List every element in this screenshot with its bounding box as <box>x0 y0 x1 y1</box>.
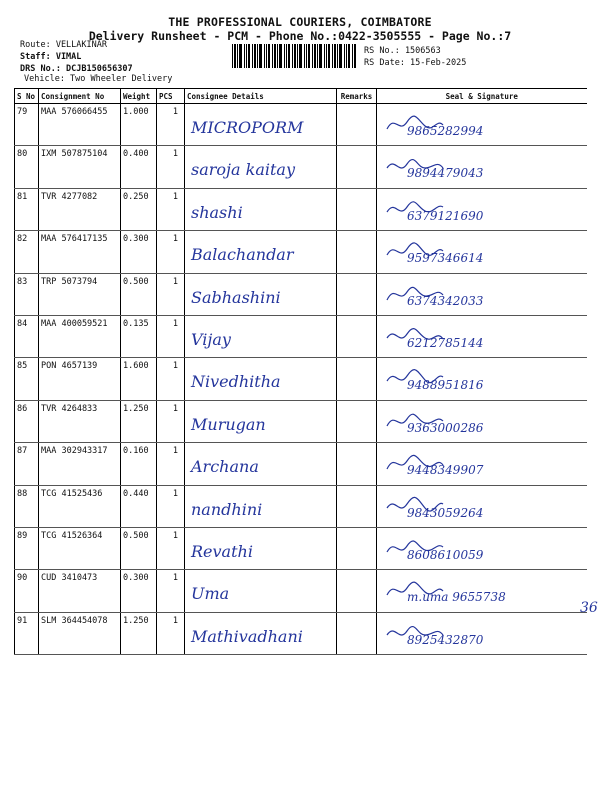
col-weight: Weight <box>121 89 157 104</box>
consignee-handwritten-name: nandhini <box>191 499 263 519</box>
runsheet-subtitle: Delivery Runsheet - PCM - Phone No.:0422-3505555 - Page No.:7 <box>88 29 512 43</box>
table-row <box>15 443 587 485</box>
consignment-number: TCG 41526364 <box>41 530 103 541</box>
receiver-phone-handwritten: 8608610059 <box>407 547 484 562</box>
vehicle-label: Vehicle: Two Wheeler Delivery <box>24 74 173 84</box>
weight-value: 1.600 <box>123 361 149 372</box>
consignee-handwritten-name: shashi <box>191 202 243 222</box>
serial-number: 83 <box>17 276 28 287</box>
consignment-number: MAA 400059521 <box>41 318 108 329</box>
pcs-value: 1 <box>172 107 178 117</box>
serial-number: 91 <box>17 615 28 626</box>
weight-value: 0.250 <box>123 191 149 202</box>
serial-number: 86 <box>17 403 28 414</box>
remarks-cell <box>337 527 377 569</box>
rs-date: RS Date: 15-Feb-2025 <box>364 58 467 68</box>
company-title: THE PROFESSIONAL COURIERS, COIMBATORE <box>168 15 432 29</box>
receiver-phone-handwritten: 9488951816 <box>407 378 484 393</box>
pcs-value: 1 <box>172 530 178 541</box>
drs-number: DRS No.: DCJB150656307 <box>20 64 133 74</box>
col-sno: S No <box>15 89 39 104</box>
pcs-value: 1 <box>172 446 178 457</box>
receiver-phone-handwritten: 9363000286 <box>407 420 484 435</box>
table-row <box>15 400 587 442</box>
consignment-number: TVR 4264833 <box>41 403 98 414</box>
runsheet-table <box>14 88 587 655</box>
consignment-number: CUD 3410473 <box>41 573 98 584</box>
pcs-value: 1 <box>172 361 178 372</box>
receiver-phone-handwritten: m.uma 9655738 <box>407 590 506 605</box>
pcs-value: 1 <box>172 615 178 626</box>
consignment-number: TCG 41525436 <box>41 488 103 499</box>
receiver-phone-handwritten: 9865282994 <box>407 124 484 138</box>
consignment-number: TRP 5073794 <box>41 276 98 287</box>
serial-number: 87 <box>17 446 28 457</box>
receiver-phone-handwritten: 9448349907 <box>407 463 484 478</box>
consignee-handwritten-name: Balachandar <box>191 245 294 265</box>
rs-number: RS No.: 1506563 <box>364 46 441 56</box>
pcs-value: 1 <box>172 276 178 287</box>
table-row <box>15 104 587 146</box>
remarks-cell <box>337 358 377 400</box>
consignment-number: PON 4657139 <box>41 361 98 372</box>
weight-value: 0.400 <box>123 149 149 160</box>
serial-number: 89 <box>17 530 28 541</box>
receiver-phone-handwritten: 6374342033 <box>407 293 484 308</box>
serial-number: 84 <box>17 318 28 329</box>
table-row <box>15 315 587 357</box>
weight-value: 1.000 <box>123 107 149 117</box>
receiver-phone-handwritten: 8925432870 <box>407 632 484 647</box>
table-row <box>15 188 587 230</box>
remarks-cell <box>337 231 377 273</box>
pcs-value: 1 <box>172 403 178 414</box>
weight-value: 1.250 <box>123 403 149 414</box>
col-consignment: Consignment No <box>39 89 121 104</box>
serial-number: 79 <box>17 107 28 117</box>
remarks-cell <box>337 104 377 146</box>
remarks-cell <box>337 570 377 612</box>
table-row <box>15 231 587 273</box>
table-row <box>15 273 587 315</box>
consignee-handwritten-name: Revathi <box>191 541 253 561</box>
consignment-number: MAA 302943317 <box>41 446 108 457</box>
consignee-handwritten-name: Nivedhitha <box>191 372 281 392</box>
remarks-cell <box>337 315 377 357</box>
barcode-icon <box>232 44 356 68</box>
receiver-phone-handwritten: 9894479043 <box>407 166 484 181</box>
remarks-cell <box>337 146 377 188</box>
pcs-value: 1 <box>172 191 178 202</box>
weight-value: 0.300 <box>123 234 149 245</box>
consignee-handwritten-name: Vijay <box>191 329 231 349</box>
weight-value: 0.160 <box>123 446 149 457</box>
remarks-cell <box>337 485 377 527</box>
consignee-handwritten-name: MICROPORM <box>191 118 304 137</box>
consignee-handwritten-name: Archana <box>191 457 259 477</box>
serial-number: 85 <box>17 361 28 372</box>
receiver-phone-handwritten: 9597346614 <box>407 251 484 266</box>
route-label: Route: VELLAKINAR <box>20 40 107 50</box>
remarks-cell <box>337 443 377 485</box>
col-consignee: Consignee Details <box>185 89 337 104</box>
remarks-cell <box>337 188 377 230</box>
page-mark: 36 <box>580 600 598 616</box>
serial-number: 81 <box>17 191 28 202</box>
consignment-number: MAA 576417135 <box>41 234 108 245</box>
consignee-handwritten-name: Mathivadhani <box>191 626 303 646</box>
consignee-handwritten-name: Murugan <box>191 414 266 434</box>
receiver-phone-handwritten: 9843059264 <box>407 505 484 520</box>
serial-number: 82 <box>17 234 28 245</box>
serial-number: 90 <box>17 573 28 584</box>
weight-value: 0.500 <box>123 276 149 287</box>
pcs-value: 1 <box>172 318 178 329</box>
table-row <box>15 358 587 400</box>
receiver-phone-handwritten: 6212785144 <box>407 335 484 350</box>
table-header-row <box>15 89 587 104</box>
weight-value: 1.250 <box>123 615 149 626</box>
consignee-handwritten-name: Uma <box>191 584 230 604</box>
col-seal: Seal & Signature <box>377 89 587 104</box>
remarks-cell <box>337 612 377 654</box>
col-pcs: PCS <box>157 89 185 104</box>
staff-label: Staff: VIMAL <box>20 52 82 62</box>
consignment-number: SLM 364454078 <box>41 615 108 626</box>
table-row <box>15 612 587 654</box>
weight-value: 0.300 <box>123 573 149 584</box>
remarks-cell <box>337 400 377 442</box>
consignment-number: IXM 507875104 <box>41 149 108 160</box>
remarks-cell <box>337 273 377 315</box>
pcs-value: 1 <box>172 573 178 584</box>
pcs-value: 1 <box>172 149 178 160</box>
pcs-value: 1 <box>172 488 178 499</box>
receiver-phone-handwritten: 6379121690 <box>407 208 484 223</box>
consignee-handwritten-name: Sabhashini <box>191 287 281 307</box>
table-row <box>15 570 587 612</box>
serial-number: 80 <box>17 149 28 160</box>
table-row <box>15 485 587 527</box>
col-remarks: Remarks <box>337 89 377 104</box>
consignment-number: MAA 576066455 <box>41 107 108 117</box>
weight-value: 0.500 <box>123 530 149 541</box>
serial-number: 88 <box>17 488 28 499</box>
table-row <box>15 527 587 569</box>
weight-value: 0.135 <box>123 318 149 329</box>
weight-value: 0.440 <box>123 488 149 499</box>
consignment-number: TVR 4277082 <box>41 191 98 202</box>
table-row <box>15 146 587 188</box>
pcs-value: 1 <box>172 234 178 245</box>
consignee-handwritten-name: saroja kaitay <box>191 160 295 180</box>
